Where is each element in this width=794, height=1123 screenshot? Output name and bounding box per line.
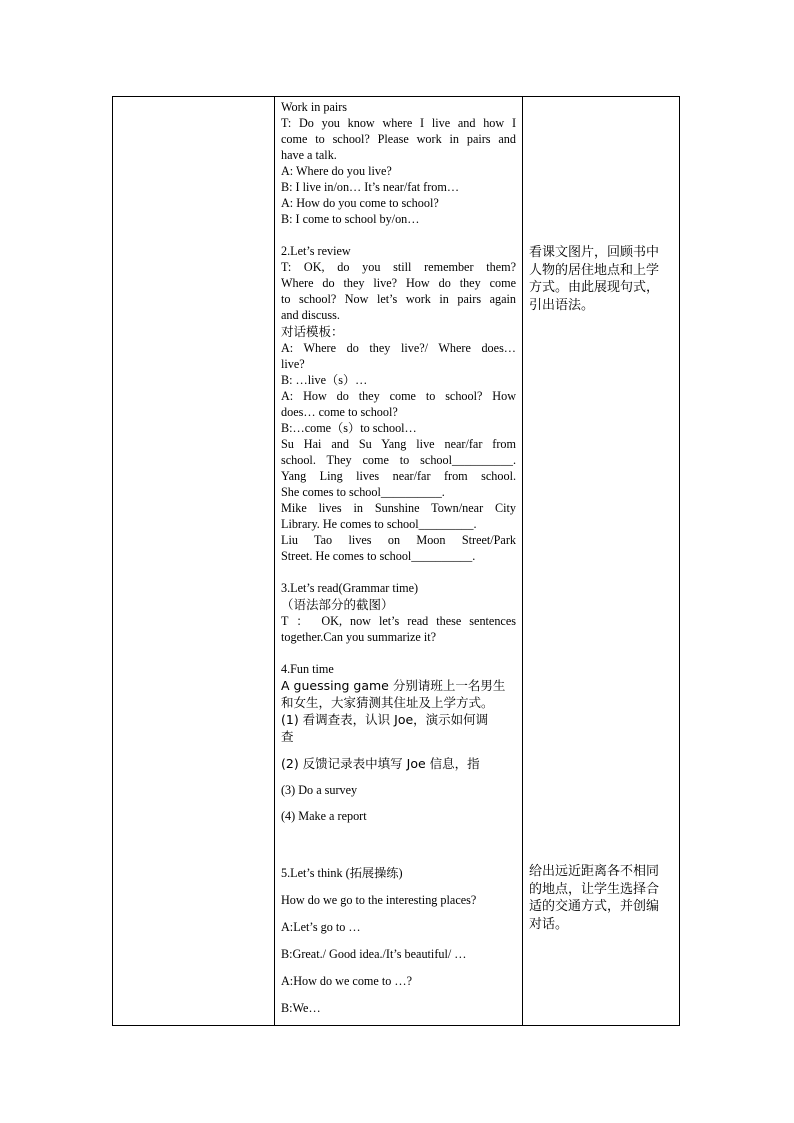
section-heading: 5.Let’s think (拓展操练) bbox=[281, 866, 403, 880]
section-lets-review bbox=[281, 243, 516, 564]
text-line: Library. He comes to school_________. bbox=[281, 517, 477, 531]
text-line: She comes to school__________. bbox=[281, 485, 445, 499]
text-line: 的地点，让学生选择合 bbox=[529, 881, 660, 897]
text-line: T: Do you know where I live and how I bbox=[281, 116, 516, 130]
text-line: B:Great./ Good idea./It’s beautiful/ … bbox=[281, 947, 467, 961]
section-lets-read bbox=[281, 580, 516, 645]
text-line: Work in pairs bbox=[281, 100, 348, 114]
text-line: B: I live in/on… It’s near/fat from… bbox=[281, 180, 460, 194]
text-line: B: …live（s）… bbox=[281, 373, 368, 387]
text-line: A: Where do they live?/ Where does… bbox=[281, 341, 516, 355]
text-line: A: How do you come to school? bbox=[281, 196, 439, 210]
section-heading: 2.Let’s review bbox=[281, 244, 351, 258]
text-line: (4) Make a report bbox=[281, 809, 367, 823]
text-line: A: Where do you live? bbox=[281, 164, 392, 178]
text-line: and discuss. bbox=[281, 308, 340, 322]
section-heading: 3.Let’s read(Grammar time) bbox=[281, 581, 419, 595]
text-line: 引出语法。 bbox=[529, 297, 595, 313]
section-fun-time bbox=[281, 661, 516, 824]
text-line: (3) Do a survey bbox=[281, 783, 358, 797]
text-line: T ： OK, now let’s read these sentences bbox=[281, 614, 516, 628]
text-line: B:…come（s）to school… bbox=[281, 421, 417, 435]
text-line: Yang Ling lives near/far from school. bbox=[281, 469, 516, 483]
text-line: 方式。由此展现句式， bbox=[529, 280, 660, 295]
text-line: A:Let’s go to … bbox=[281, 920, 361, 934]
text-line: Street. He comes to school__________. bbox=[281, 549, 476, 563]
text-line: school. They come to school__________. bbox=[281, 453, 516, 467]
text-line: 适的交通方式，并创编 bbox=[529, 899, 660, 914]
section-heading: 4.Fun time bbox=[281, 662, 334, 676]
design-note-2 bbox=[529, 863, 676, 933]
text-line: come to school? Please work in pairs and bbox=[281, 132, 516, 146]
left-column bbox=[113, 97, 274, 1025]
lesson-plan-table bbox=[112, 96, 680, 1026]
design-note-1 bbox=[529, 244, 676, 314]
text-line: (1) 看调查表，认识 Joe，演示如何调 bbox=[281, 712, 489, 727]
text-line: 给出远近距离各不相同 bbox=[529, 864, 660, 879]
teaching-process-column bbox=[275, 97, 522, 1025]
text-line: 对话。 bbox=[529, 916, 569, 932]
text-line: Mike lives in Sunshine Town/near City bbox=[281, 501, 516, 515]
text-line: (2) 反馈记录表中填写 Joe 信息，指 bbox=[281, 756, 480, 771]
text-line: Liu Tao lives on Moon Street/Park bbox=[281, 533, 516, 547]
text-line: together.Can you summarize it? bbox=[281, 630, 437, 644]
text-line: 对话模板： bbox=[281, 324, 344, 339]
text-line: A guessing game 分别请班上一名男生 bbox=[281, 678, 506, 693]
text-line: Where do they live? How do they come bbox=[281, 276, 516, 290]
text-line: 和女生，大家猜测其住址及上学方式。 bbox=[281, 695, 494, 710]
text-line: T: OK, do you still remember them? bbox=[281, 260, 516, 274]
text-line: have a talk. bbox=[281, 148, 337, 162]
text-line: 查 bbox=[281, 729, 294, 744]
text-line: B: I come to school by/on… bbox=[281, 212, 420, 226]
text-line: live? bbox=[281, 357, 305, 371]
section-work-in-pairs bbox=[281, 99, 516, 227]
text-line: A: How do they come to school? How bbox=[281, 389, 516, 403]
design-intent-column bbox=[523, 97, 680, 1025]
text-line: to school? Now let’s work in pairs again bbox=[281, 292, 516, 306]
text-line: does… come to school? bbox=[281, 405, 398, 419]
text-line: 人物的居住地点和上学 bbox=[529, 262, 660, 278]
text-line: Su Hai and Su Yang live near/far from bbox=[281, 437, 516, 451]
text-line: 看课文图片，回顾书中 bbox=[529, 245, 660, 260]
text-line: （语法部分的截图） bbox=[281, 597, 394, 612]
text-line: A:How do we come to …? bbox=[281, 974, 412, 988]
text-line: How do we go to the interesting places? bbox=[281, 893, 477, 907]
section-lets-think bbox=[281, 860, 516, 1022]
text-line: B:We… bbox=[281, 1001, 321, 1015]
